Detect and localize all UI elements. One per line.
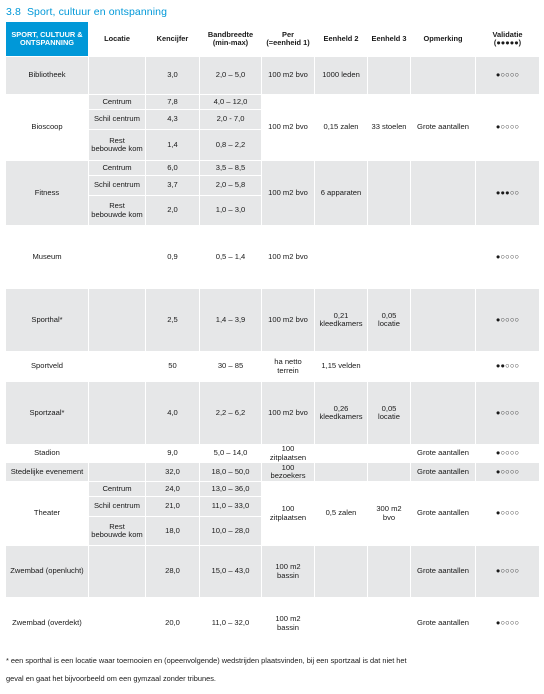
table-row <box>6 226 540 289</box>
row-validatie: ●○○○○ <box>476 57 540 95</box>
row-locatie <box>89 382 146 445</box>
row-kencijfer: 28,0 <box>146 546 200 598</box>
row-validatie: ●○○○○ <box>476 382 540 445</box>
row-locatie: Rest bebouwde kom <box>89 130 146 161</box>
row-per: 100 m2 bassin <box>262 598 315 650</box>
row-locatie <box>89 57 146 95</box>
row-validatie: ●○○○○ <box>476 482 540 546</box>
row-band: 1,0 – 3,0 <box>200 196 262 226</box>
row-e3 <box>368 57 411 95</box>
row-e2 <box>315 445 368 463</box>
row-name: Sportveld <box>6 352 89 382</box>
row-locatie: Centrum <box>89 482 146 497</box>
row-kencijfer: 3,7 <box>146 176 200 196</box>
row-kencijfer: 32,0 <box>146 463 200 482</box>
row-band: 10,0 – 28,0 <box>200 517 262 546</box>
row-per: 100 zitplaatsen <box>262 482 315 546</box>
row-name: Zwembad (openlucht) <box>6 546 89 598</box>
row-per: 100 m2 bvo <box>262 57 315 95</box>
row-validatie: ●○○○○ <box>476 598 540 650</box>
row-name: Stedelijke evenement <box>6 463 89 482</box>
row-name: Zwembad (overdekt) <box>6 598 89 650</box>
table-row <box>6 289 540 352</box>
row-kencijfer: 4,3 <box>146 110 200 130</box>
header-per: Per (=eenheid 1) <box>262 22 315 57</box>
table-row <box>6 598 540 650</box>
header-row <box>6 22 540 57</box>
row-e3 <box>368 226 411 289</box>
row-band: 0,5 – 1,4 <box>200 226 262 289</box>
row-e3: 0,05 locatie <box>368 382 411 445</box>
header-bandbreedte: Bandbreedte (min-max) <box>200 22 262 57</box>
row-name: Fitness <box>6 161 89 226</box>
row-locatie <box>89 546 146 598</box>
header-locatie: Locatie <box>89 22 146 57</box>
row-opm <box>411 289 476 352</box>
table-row <box>6 352 540 382</box>
row-locatie: Schil centrum <box>89 176 146 196</box>
row-opm: Grote aantallen <box>411 463 476 482</box>
row-kencijfer: 2,0 <box>146 196 200 226</box>
row-opm <box>411 352 476 382</box>
row-locatie <box>89 289 146 352</box>
row-kencijfer: 3,0 <box>146 57 200 95</box>
row-name: Bioscoop <box>6 95 89 161</box>
header-eenheid-2: Eenheld 2 <box>315 22 368 57</box>
row-e2: 0,26 kleedkamers <box>315 382 368 445</box>
row-per: 100 zitplaatsen <box>262 445 315 463</box>
row-e2: 6 apparaten <box>315 161 368 226</box>
row-opm: Grote aantallen <box>411 445 476 463</box>
row-band: 15,0 – 43,0 <box>200 546 262 598</box>
row-per: 100 m2 bvo <box>262 289 315 352</box>
row-kencijfer: 7,8 <box>146 95 200 110</box>
table-row <box>6 482 540 497</box>
row-e2: 1,15 velden <box>315 352 368 382</box>
row-locatie <box>89 445 146 463</box>
row-band: 11,0 – 33,0 <box>200 497 262 517</box>
row-per: ha netto terrein <box>262 352 315 382</box>
row-name: Bibliotheek <box>6 57 89 95</box>
row-kencijfer: 18,0 <box>146 517 200 546</box>
table-row <box>6 463 540 482</box>
table-row <box>6 546 540 598</box>
section-number: 3.8 <box>6 6 21 18</box>
row-band: 11,0 – 32,0 <box>200 598 262 650</box>
row-e2 <box>315 598 368 650</box>
row-e3 <box>368 352 411 382</box>
row-validatie: ●○○○○ <box>476 546 540 598</box>
row-locatie <box>89 352 146 382</box>
row-e2: 1000 leden <box>315 57 368 95</box>
row-e3: 0,05 locatie <box>368 289 411 352</box>
row-e2 <box>315 546 368 598</box>
row-opm: Grote aantallen <box>411 95 476 161</box>
row-e2 <box>315 463 368 482</box>
row-kencijfer: 50 <box>146 352 200 382</box>
row-opm <box>411 382 476 445</box>
row-locatie: Rest bebouwde kom <box>89 517 146 546</box>
row-e3: 300 m2 bvo <box>368 482 411 546</box>
row-locatie: Schil centrum <box>89 497 146 517</box>
row-name: Museum <box>6 226 89 289</box>
row-e2: 0,5 zalen <box>315 482 368 546</box>
row-band: 2,0 – 5,8 <box>200 176 262 196</box>
row-locatie <box>89 463 146 482</box>
row-validatie: ●○○○○ <box>476 95 540 161</box>
row-band: 1,4 – 3,9 <box>200 289 262 352</box>
row-e2: 0,21 kleedkamers <box>315 289 368 352</box>
row-validatie: ●●●○○ <box>476 161 540 226</box>
row-kencijfer: 1,4 <box>146 130 200 161</box>
row-opm: Grote aantallen <box>411 546 476 598</box>
row-kencijfer: 0,9 <box>146 226 200 289</box>
parking-norms-table <box>5 21 540 650</box>
table-row <box>6 445 540 463</box>
row-locatie <box>89 226 146 289</box>
row-e3 <box>368 161 411 226</box>
row-per: 100 m2 bvo <box>262 161 315 226</box>
row-locatie: Rest bebouwde kom <box>89 196 146 226</box>
row-name: Theater <box>6 482 89 546</box>
row-validatie: ●○○○○ <box>476 445 540 463</box>
table-row <box>6 57 540 95</box>
row-validatie: ●○○○○ <box>476 463 540 482</box>
row-kencijfer: 20,0 <box>146 598 200 650</box>
row-e3: 33 stoelen <box>368 95 411 161</box>
row-band: 2,2 – 6,2 <box>200 382 262 445</box>
row-name: Sportzaal* <box>6 382 89 445</box>
row-per: 100 m2 bvo <box>262 95 315 161</box>
footnote-line-1: * een sporthal is een locatie waar toernooien en (opeenvolgende) wedstrijden plaatsvinden, bij een sportzaal is dat niet het <box>6 656 407 665</box>
row-per: 100 m2 bassin <box>262 546 315 598</box>
row-kencijfer: 24,0 <box>146 482 200 497</box>
row-validatie: ●○○○○ <box>476 226 540 289</box>
section-title <box>6 6 167 18</box>
row-opm <box>411 226 476 289</box>
section-label: Sport, cultuur en ontspanning <box>26 6 168 18</box>
row-locatie: Centrum <box>89 95 146 110</box>
row-opm <box>411 57 476 95</box>
row-opm: Grote aantallen <box>411 482 476 546</box>
row-band: 2,0 - 7,0 <box>200 110 262 130</box>
row-per: 100 bezoekers <box>262 463 315 482</box>
header-opmerking: Opmerking <box>411 22 476 57</box>
row-e3 <box>368 445 411 463</box>
row-kencijfer: 9,0 <box>146 445 200 463</box>
row-name: Sporthal* <box>6 289 89 352</box>
footnote-line-2: geval en gaat het bijvoorbeeld om een gymzaal zonder tribunes. <box>6 674 216 683</box>
row-per: 100 m2 bvo <box>262 382 315 445</box>
table-row <box>6 95 540 110</box>
row-validatie: ●○○○○ <box>476 289 540 352</box>
row-locatie: Centrum <box>89 161 146 176</box>
row-band: 2,0 – 5,0 <box>200 57 262 95</box>
row-e3 <box>368 463 411 482</box>
row-locatie <box>89 598 146 650</box>
row-kencijfer: 4,0 <box>146 382 200 445</box>
row-band: 18,0 – 50,0 <box>200 463 262 482</box>
row-validatie: ●●○○○ <box>476 352 540 382</box>
header-validatie: Validatie (●●●●●) <box>476 22 540 57</box>
row-band: 4,0 – 12,0 <box>200 95 262 110</box>
row-kencijfer: 2,5 <box>146 289 200 352</box>
row-e2: 0,15 zalen <box>315 95 368 161</box>
row-e2 <box>315 226 368 289</box>
row-band: 13,0 – 36,0 <box>200 482 262 497</box>
table-row <box>6 161 540 176</box>
row-band: 3,5 – 8,5 <box>200 161 262 176</box>
row-locatie: Schil centrum <box>89 110 146 130</box>
row-opm: Grote aantallen <box>411 598 476 650</box>
table-row <box>6 382 540 445</box>
row-band: 5,0 – 14,0 <box>200 445 262 463</box>
row-kencijfer: 21,0 <box>146 497 200 517</box>
row-kencijfer: 6,0 <box>146 161 200 176</box>
row-e3 <box>368 546 411 598</box>
row-per: 100 m2 bvo <box>262 226 315 289</box>
row-e3 <box>368 598 411 650</box>
header-eenheid-3: Eenheld 3 <box>368 22 411 57</box>
row-opm <box>411 161 476 226</box>
header-category: SPORT, CULTUUR & ONTSPANNING <box>6 22 89 57</box>
header-kencijfer: Kencijfer <box>146 22 200 57</box>
row-name: Stadion <box>6 445 89 463</box>
row-band: 30 – 85 <box>200 352 262 382</box>
row-band: 0,8 – 2,2 <box>200 130 262 161</box>
